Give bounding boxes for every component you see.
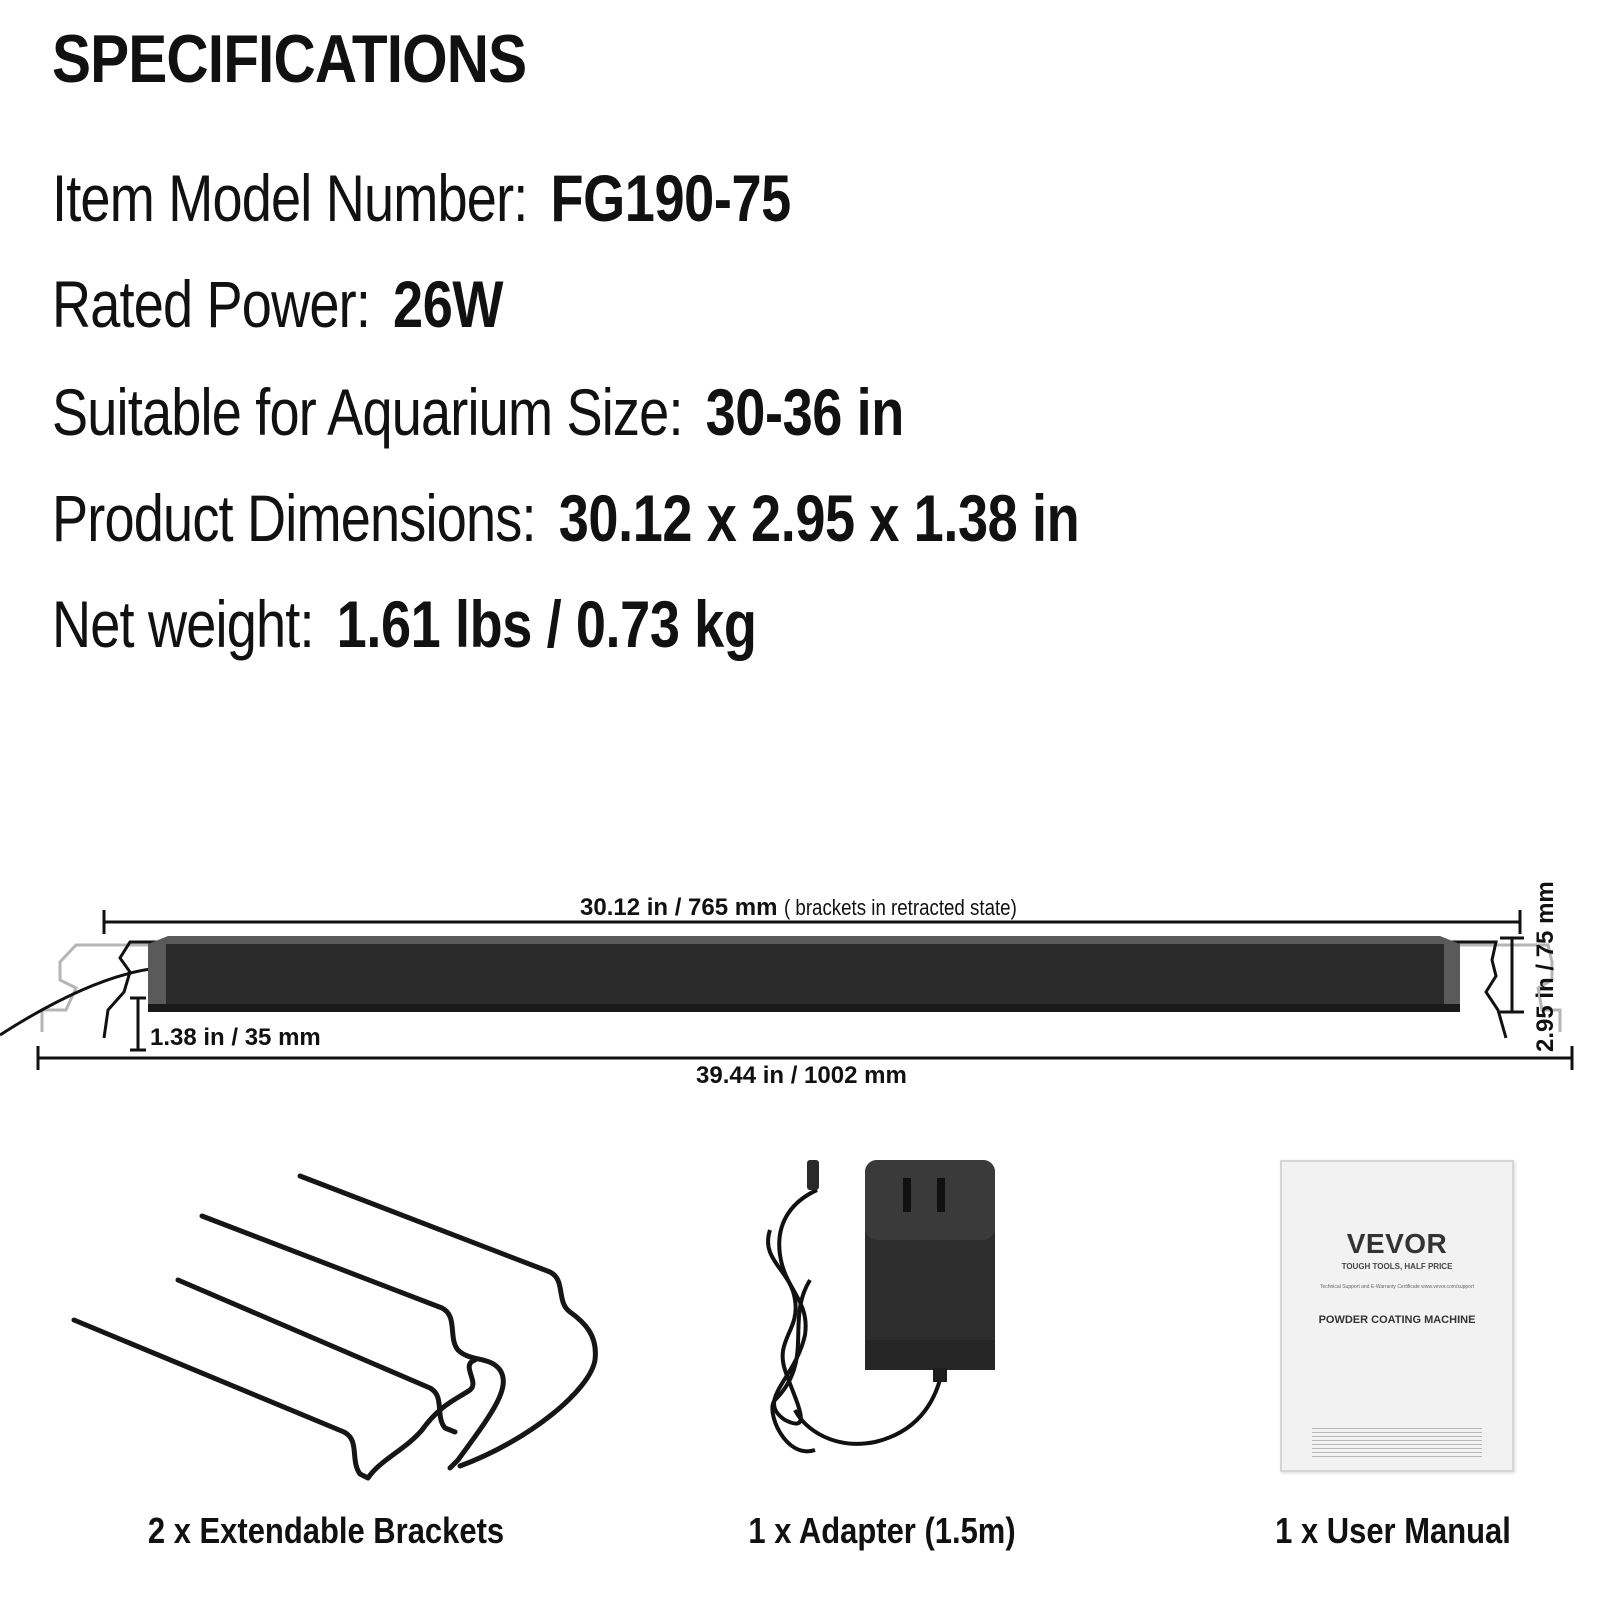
light-dimension-drawing xyxy=(0,840,1600,1100)
led-light-bar xyxy=(148,936,1460,1012)
dimension-line-width xyxy=(1500,938,1524,1012)
spec-aquarium-size xyxy=(52,372,904,452)
dimension-value: 30.12 in / 765 mm xyxy=(580,894,778,921)
spec-label: Suitable for Aquarium Size: xyxy=(52,375,683,449)
dimension-label-bottom: 39.44 in / 1002 mm xyxy=(696,1062,907,1089)
spec-label: Net weight: xyxy=(52,587,314,661)
spec-value: 30-36 in xyxy=(705,375,904,449)
spec-label: Item Model Number: xyxy=(52,161,528,235)
adapter-icon xyxy=(755,1160,1035,1490)
manual-brand: VEVOR xyxy=(1346,1228,1448,1259)
manual-product-name: POWDER COATING MACHINE xyxy=(1318,1314,1476,1326)
manual-support-text: Technical Support and E-Warranty Certificate www.vevor.com/support xyxy=(1319,1284,1475,1290)
dimension-label-height: 1.38 in / 35 mm xyxy=(150,1024,321,1051)
bracket-icon xyxy=(60,1160,600,1490)
page-title: SPECIFICATIONS xyxy=(52,21,527,97)
spec-model xyxy=(52,158,791,238)
caption-brackets: 2 x Extendable Brackets xyxy=(147,1510,505,1551)
spec-label: Rated Power: xyxy=(52,267,371,341)
dimension-label-width: 2.95 in / 75 mm xyxy=(1532,881,1559,1052)
dimension-line-height xyxy=(130,998,146,1050)
spec-value: 26W xyxy=(393,267,504,341)
caption-adapter: 1 x Adapter (1.5m) xyxy=(748,1510,1016,1551)
spec-value: 30.12 x 2.95 x 1.38 in xyxy=(558,481,1080,555)
spec-dimensions xyxy=(52,478,1079,558)
power-cable xyxy=(0,968,158,1035)
caption-user-manual: 1 x User Manual xyxy=(1275,1510,1511,1551)
manual-fine-print xyxy=(1312,1428,1482,1458)
spec-weight xyxy=(52,584,757,664)
dimension-note: ( brackets in retracted state) xyxy=(784,895,1017,920)
dimension-label-top xyxy=(580,894,1058,922)
spec-power xyxy=(52,264,503,344)
spec-value: FG190-75 xyxy=(550,161,791,235)
spec-label: Product Dimensions: xyxy=(52,481,536,555)
manual-icon xyxy=(1280,1160,1514,1472)
manual-tagline: TOUGH TOOLS, HALF PRICE xyxy=(1341,1262,1453,1271)
spec-value: 1.61 lbs / 0.73 kg xyxy=(336,587,757,661)
